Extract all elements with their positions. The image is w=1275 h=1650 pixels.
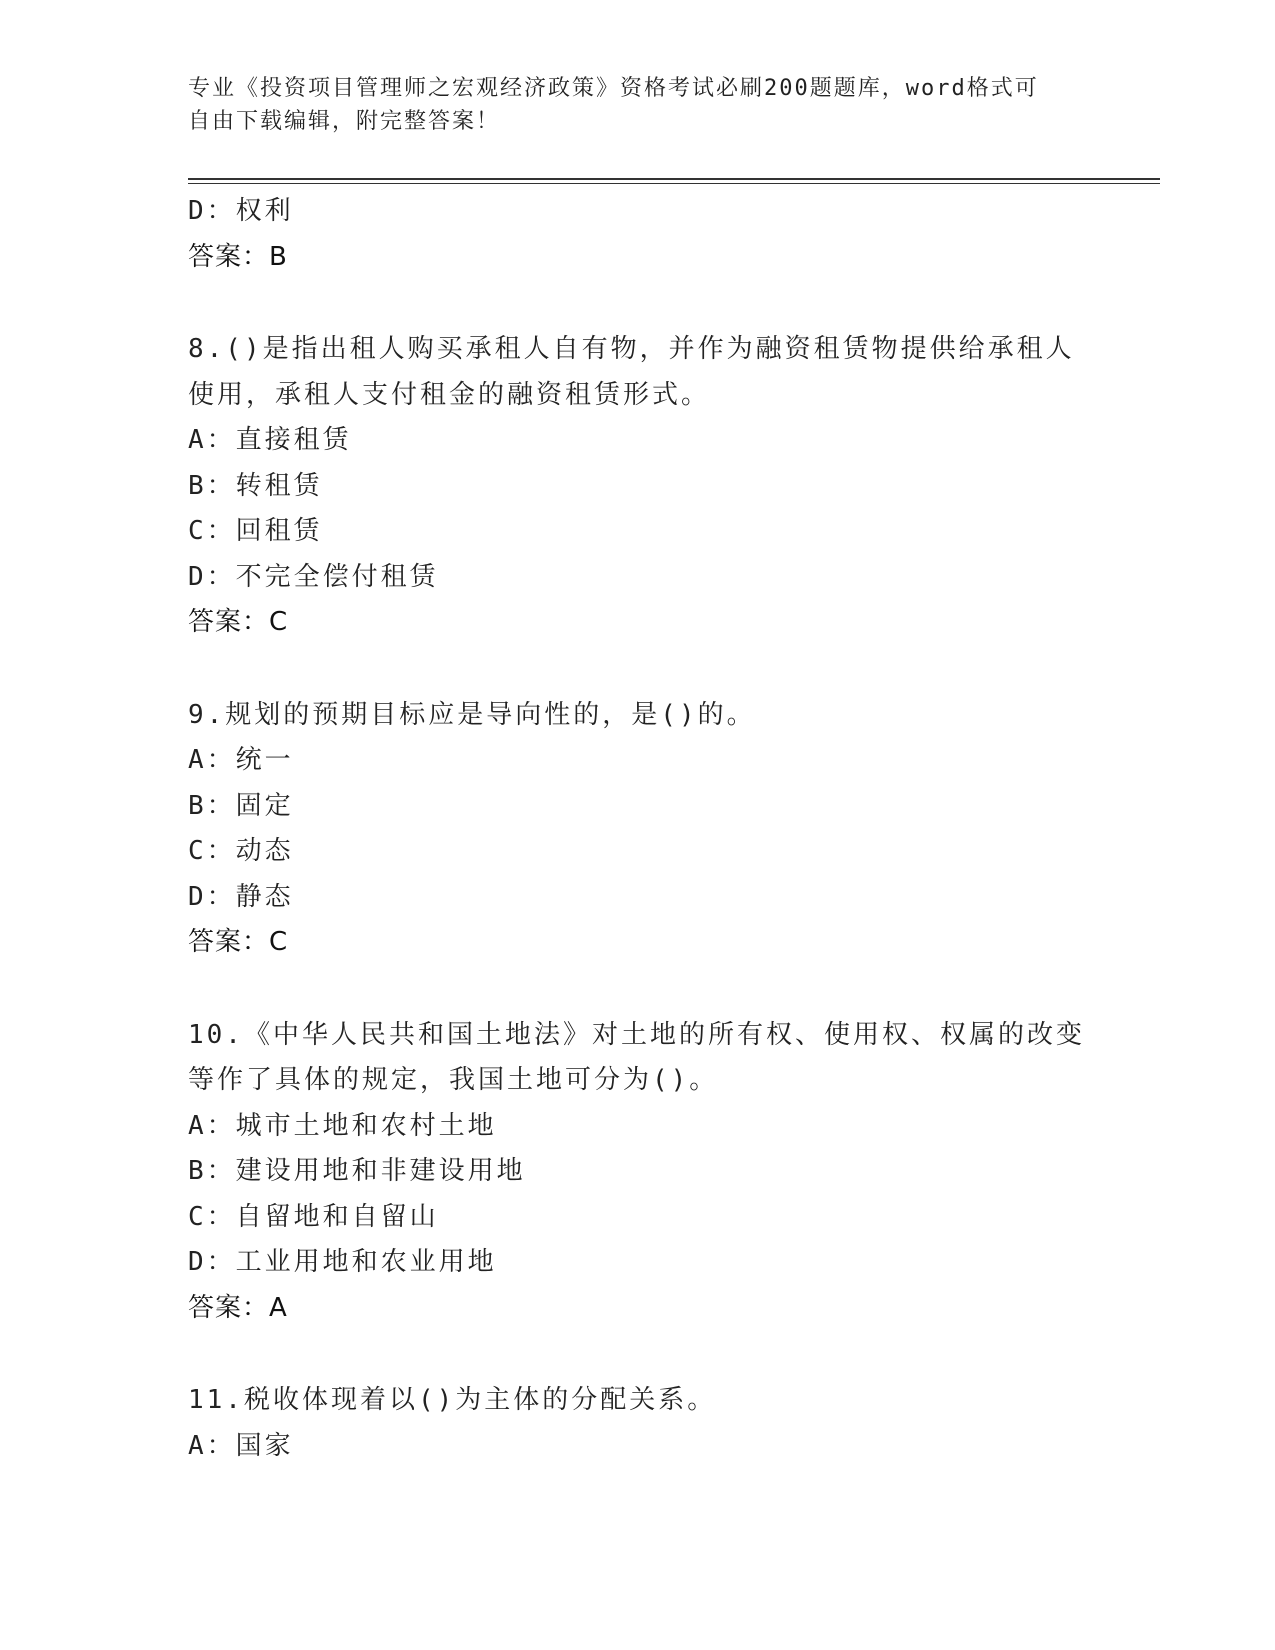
option-d: D：权利 (188, 196, 294, 226)
header-divider-thick (188, 178, 1160, 180)
option-b: B：转租赁 (188, 470, 323, 501)
option-d: D：工业用地和农业用地 (188, 1247, 497, 1277)
option-b: B：固定 (188, 790, 294, 821)
previous-question-tail (188, 189, 1088, 280)
answer: 答案：C (188, 927, 289, 957)
question-11 (188, 1378, 1088, 1469)
question-stem-line: 9.规划的预期目标应是导向性的，是()的。 (188, 699, 756, 730)
question-8 (188, 327, 1088, 646)
question-stem-line: 8.()是指出租人购买承租人自有物，并作为融资租赁物提供给承租人 (188, 334, 1075, 364)
option-a: A：国家 (188, 1430, 294, 1461)
option-c: C：自留地和自留山 (188, 1201, 439, 1232)
answer: 答案：C (188, 607, 289, 637)
option-d: D：不完全偿付租赁 (188, 561, 439, 592)
document-header (188, 72, 1088, 138)
question-stem-line: 使用，承租人支付租金的融资租赁形式。 (188, 379, 711, 410)
answer: 答案：B (188, 241, 288, 272)
question-stem-line: 等作了具体的规定，我国土地可分为()。 (188, 1065, 719, 1095)
question-9 (188, 693, 1088, 966)
header-divider-thin (188, 183, 1160, 184)
option-b: B：建设用地和非建设用地 (188, 1156, 526, 1186)
header-line-1: 专业《投资项目管理师之宏观经济政策》资格考试必刷200题题库，word格式可 (188, 76, 1039, 101)
header-line-2: 自由下载编辑，附完整答案！ (188, 109, 501, 134)
option-a: A：统一 (188, 745, 294, 775)
question-list (188, 189, 1088, 1469)
question-10 (188, 1013, 1088, 1332)
option-a: A：直接租赁 (188, 425, 352, 455)
question-stem-line: 10.《中华人民共和国土地法》对土地的所有权、使用权、权属的改变 (188, 1019, 1085, 1050)
option-d: D：静态 (188, 881, 294, 912)
option-c: C：回租赁 (188, 516, 323, 546)
question-stem-line: 11.税收体现着以()为主体的分配关系。 (188, 1385, 717, 1415)
option-a: A：城市土地和农村土地 (188, 1110, 497, 1141)
answer: 答案：A (188, 1292, 288, 1323)
option-c: C：动态 (188, 836, 294, 866)
